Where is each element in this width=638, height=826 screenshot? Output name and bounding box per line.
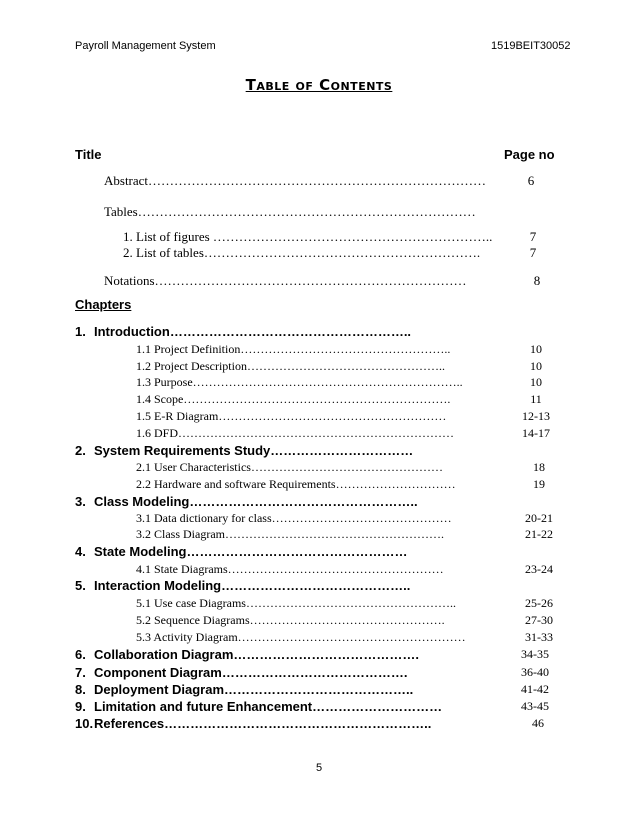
section-page: 10 [530, 375, 542, 389]
chapter-title: References…………………………………………………….. [94, 716, 432, 731]
chapter-number: 3. [75, 494, 86, 509]
chapter-number: 1. [75, 324, 86, 339]
toc-tables-label: Tables…………………………………………………………………… [104, 204, 476, 219]
toc-notations-label: Notations……………………………………………………………… [104, 273, 467, 288]
section-page: 31-33 [525, 630, 553, 644]
toc-list-of-figures-label: 1. List of figures ……………………………………………………….. [123, 229, 493, 244]
chapter-number: 6. [75, 647, 86, 662]
section-title: 3.1 Data dictionary for class……………………………………… [136, 511, 452, 525]
page-title: Table of Contents [245, 76, 393, 94]
chapter-title: Limitation and future Enhancement………………………… [94, 699, 443, 714]
section-page: 10 [530, 342, 542, 356]
section-page: 20-21 [525, 511, 553, 525]
section-page: 21-22 [525, 527, 553, 541]
section-title: 5.1 Use case Diagrams…………………………………………….. [136, 596, 456, 610]
section-title: 1.3 Purpose………………………………………………………….. [136, 375, 463, 389]
toc-list-of-tables-page: 7 [529, 245, 537, 260]
chapter-title: Deployment Diagram…………………………………….. [94, 682, 414, 697]
toc-list-of-tables-label: 2. List of tables………………………………………………………. [123, 245, 481, 260]
chapter-title: Class Modeling…………………………………………….. [94, 494, 418, 509]
chapter-page: 36-40 [521, 665, 549, 679]
section-title: 5.3 Activity Diagram………………………………………………… [136, 630, 466, 644]
section-page: 19 [533, 477, 545, 491]
chapter-title: System Requirements Study…………………………… [94, 443, 414, 458]
chapter-title: Introduction……………………………………………….. [94, 324, 412, 339]
section-title: 5.2 Sequence Diagrams…………………………………………. [136, 613, 445, 627]
chapter-title: State Modeling…………………………………………… [94, 544, 408, 559]
section-page: 27-30 [525, 613, 553, 627]
header-document-title: Payroll Management System [75, 40, 216, 52]
chapter-title: Collaboration Diagram……………………………………. [94, 647, 420, 662]
section-page: 11 [530, 392, 542, 406]
section-title: 4.1 State Diagrams……………………………………………… [136, 562, 444, 576]
chapter-page: 46 [532, 716, 544, 730]
toc-abstract-label: Abstract…………………………………………………………………… [104, 173, 487, 188]
chapter-page: 41-42 [521, 682, 549, 696]
toc-abstract-page: 6 [527, 173, 535, 188]
chapter-number: 9. [75, 699, 86, 714]
header-student-id: 1519BEIT30052 [491, 40, 571, 52]
chapter-page: 43-45 [521, 699, 549, 713]
chapter-page: 34-35 [521, 647, 549, 661]
section-page: 18 [533, 460, 545, 474]
column-title-heading: Title [75, 147, 102, 162]
section-title: 1.6 DFD…………………………………………………………… [136, 426, 455, 440]
chapter-number: 7. [75, 665, 86, 680]
chapter-number: 10. [75, 716, 94, 731]
chapter-number: 5. [75, 578, 86, 593]
section-page: 25-26 [525, 596, 553, 610]
section-page: 14-17 [522, 426, 550, 440]
toc-list-of-figures-page: 7 [529, 229, 537, 244]
section-title: 1.2 Project Description………………………………………….. [136, 359, 445, 373]
chapter-title: Component Diagram……………………………………. [94, 665, 408, 680]
section-title: 1.5 E-R Diagram………………………………………………… [136, 409, 447, 423]
section-title: 3.2 Class Diagram………………………………………………. [136, 527, 444, 541]
section-title: 2.1 User Characteristics………………………………………… [136, 460, 443, 474]
section-title: 1.1 Project Definition…………………………………………….. [136, 342, 451, 356]
section-page: 23-24 [525, 562, 553, 576]
chapter-title: Interaction Modeling…………………………………….. [94, 578, 411, 593]
section-page: 10 [530, 359, 542, 373]
page-number: 5 [315, 762, 323, 774]
section-page: 12-13 [522, 409, 550, 423]
toc-notations-page: 8 [533, 273, 541, 288]
chapter-number: 8. [75, 682, 86, 697]
chapter-number: 2. [75, 443, 86, 458]
chapter-number: 4. [75, 544, 86, 559]
column-page-heading: Page no [504, 147, 555, 162]
section-title: 1.4 Scope…………………………………………………………. [136, 392, 451, 406]
chapters-heading: Chapters [75, 297, 132, 312]
section-title: 2.2 Hardware and software Requirements………………………… [136, 477, 456, 491]
